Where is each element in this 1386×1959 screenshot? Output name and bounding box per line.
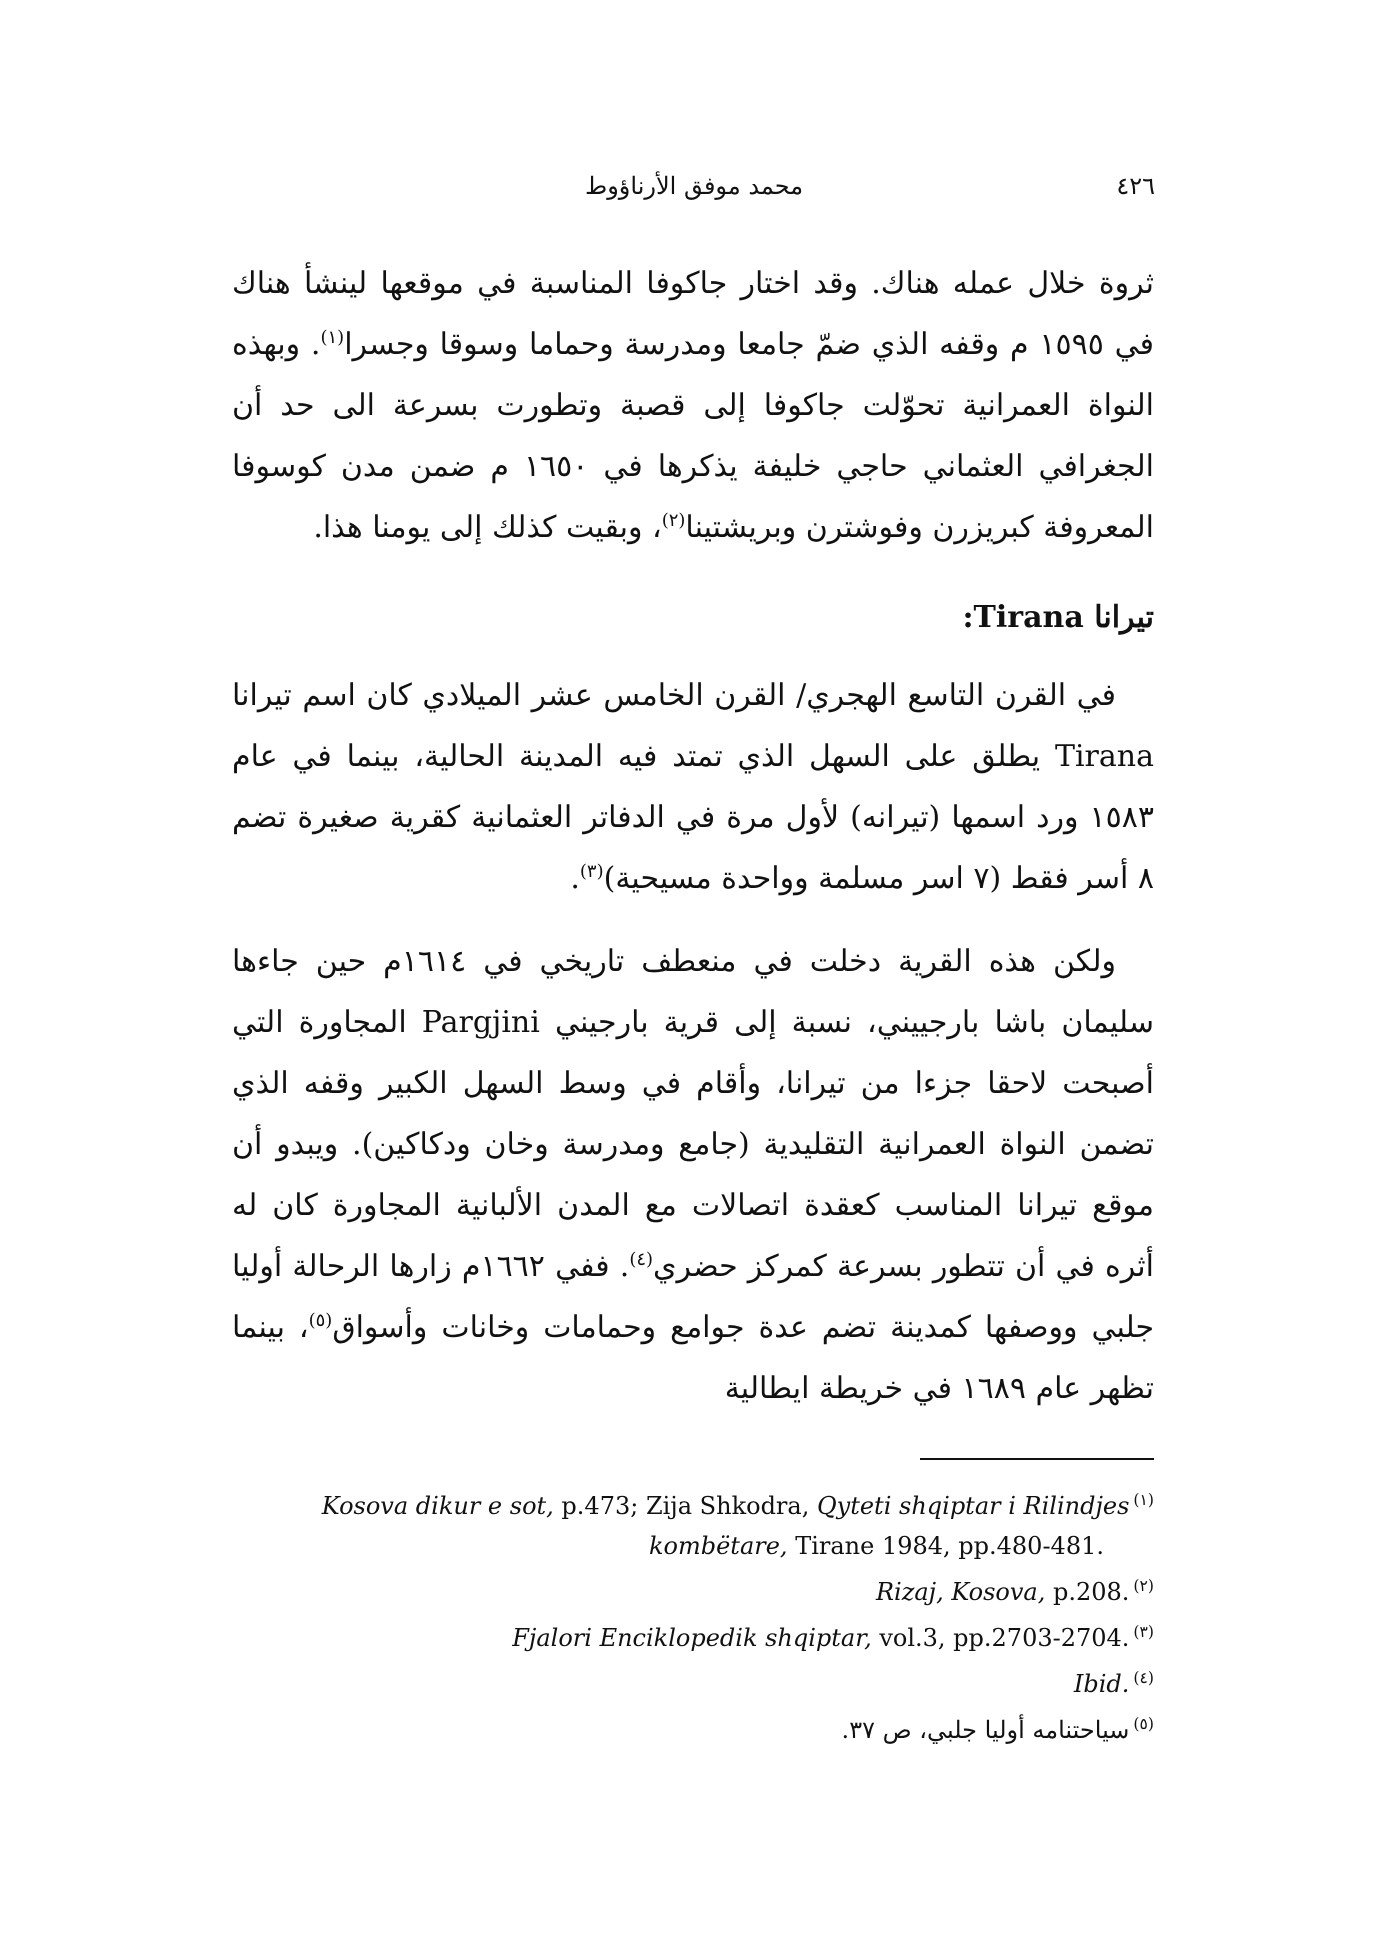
footnote-text: p.208.: [1045, 1578, 1130, 1606]
text-run: في القرن التاسع الهجري/ القرن الخامس عشر الميلادي كان اسم تيرانا Tirana يطلق على السهل الذي تمتد فيه المدينة الحالية، بينما في عام ١٥٨٣ ورد اسمها (تيرانه) لأول مرة في الدفاتر العثمانية كقرية صغيرة تضم ٨ أسر فقط (٧ اسر مسلمة وواحدة مسيحية): [232, 678, 1154, 896]
text-run: ، بينما تظهر عام ١٦٨٩ في خريطة ايطالية: [232, 1310, 1154, 1406]
section-jakova: [232, 253, 1154, 558]
footnote-text: Tirane 1984, pp.480-481.: [787, 1532, 1104, 1560]
footnote-text: p.473; Zija Shkodra,: [553, 1492, 817, 1520]
paragraph-tirana-1: [232, 665, 1154, 909]
text-run: .: [570, 861, 580, 896]
section-heading-tirana: [232, 598, 1154, 638]
heading-latin: Tirana: [973, 600, 1084, 635]
footnote-text: Kosova dikur e sot,: [321, 1492, 554, 1520]
footnote-text: Rizaj, Kosova,: [875, 1578, 1046, 1606]
footnote-text: سياحتنامه أوليا جلبي، ص ٣٧.: [841, 1716, 1130, 1744]
footnote-number: (٤): [1133, 1669, 1154, 1687]
footnote-number: (٥): [1133, 1715, 1154, 1733]
footnote-text: Qyteti shqiptar i Rilindjes: [816, 1492, 1130, 1520]
section-tirana: [232, 665, 1154, 1419]
running-header: [585, 168, 1155, 204]
paragraph-tirana-2: [232, 931, 1154, 1419]
footnote-ref-1[interactable]: (١): [320, 327, 345, 348]
text-run: ولكن هذه القرية دخلت في منعطف تاريخي في ١٦١٤م حين جاءها سليمان باشا بارجييني، نسبة إلى قرية بارجيني Pargjini المجاورة التي أصبحت لاحقا جزءا من تيرانا، وأقام في وسط السهل الكبير وقفه الذي تضمن النواة العمرانية التقليدية (جامع ومدرسة وخان ودكاكين). ويبدو أن موقع تيرانا المناسب كعقدة اتصالات مع المدن الألبانية المجاورة كان له أثره في أن تتطور بسرعة كمركز حضري: [232, 944, 1154, 1284]
footnote-divider: [920, 1458, 1154, 1460]
footnote-number: (١): [1133, 1491, 1154, 1509]
text-run: . ففي ١٦٦٢م زارها الرحالة أوليا جلبي ووصفها كمدينة تضم عدة جوامع وحمامات وخانات وأسواق: [232, 1249, 1154, 1345]
footnote-ref-2[interactable]: (٢): [661, 510, 686, 531]
text-run: ، وبقيت كذلك إلى يومنا هذا.: [313, 510, 662, 545]
footnotes: [232, 1480, 1154, 1750]
footnote-5: [232, 1704, 1154, 1750]
paragraph-jakova: [232, 253, 1154, 558]
footnote-ref-5[interactable]: (٥): [308, 1310, 333, 1331]
footnote-text: Fjalori Enciklopedik shqiptar,: [512, 1624, 872, 1652]
footnote-ref-3[interactable]: (٣): [579, 861, 604, 882]
footnote-3: [232, 1612, 1154, 1658]
footnote-4: [232, 1658, 1154, 1704]
page-number: ٤٢٦: [1116, 172, 1155, 200]
footnote-2: [232, 1566, 1154, 1612]
text-run: ثروة خلال عمله هناك. وقد اختار جاكوفا المناسبة في موقعها لينشأ هناك في ١٥٩٥ م وقفه الذي ضمّ جامعا ومدرسة وحماما وسوقا وجسرا: [232, 266, 1155, 362]
footnote-1-continued: [232, 1526, 1154, 1566]
author-name: محمد موفق الأرناؤوط: [585, 172, 804, 200]
footnote-number: (٣): [1133, 1623, 1154, 1641]
footnote-1: [232, 1480, 1154, 1526]
text-run: . وبهذه النواة العمرانية تحوّلت جاكوفا إلى قصبة وتطورت بسرعة الى حد أن الجغرافي العثماني حاجي خليفة يذكرها في ١٦٥٠ م ضمن مدن كوسوفا المعروفة كبريزرن وفوشترن وبريشتينا: [232, 327, 1154, 545]
footnote-text: kombëtare,: [648, 1532, 788, 1560]
heading-colon: :: [962, 600, 974, 635]
footnote-ref-4[interactable]: (٤): [629, 1249, 654, 1270]
footnote-number: (٢): [1133, 1577, 1154, 1595]
footnote-text: vol.3, pp.2703-2704.: [871, 1624, 1130, 1652]
footnote-text: Ibid.: [1073, 1670, 1130, 1698]
heading-arabic: تيرانا: [1094, 600, 1154, 635]
